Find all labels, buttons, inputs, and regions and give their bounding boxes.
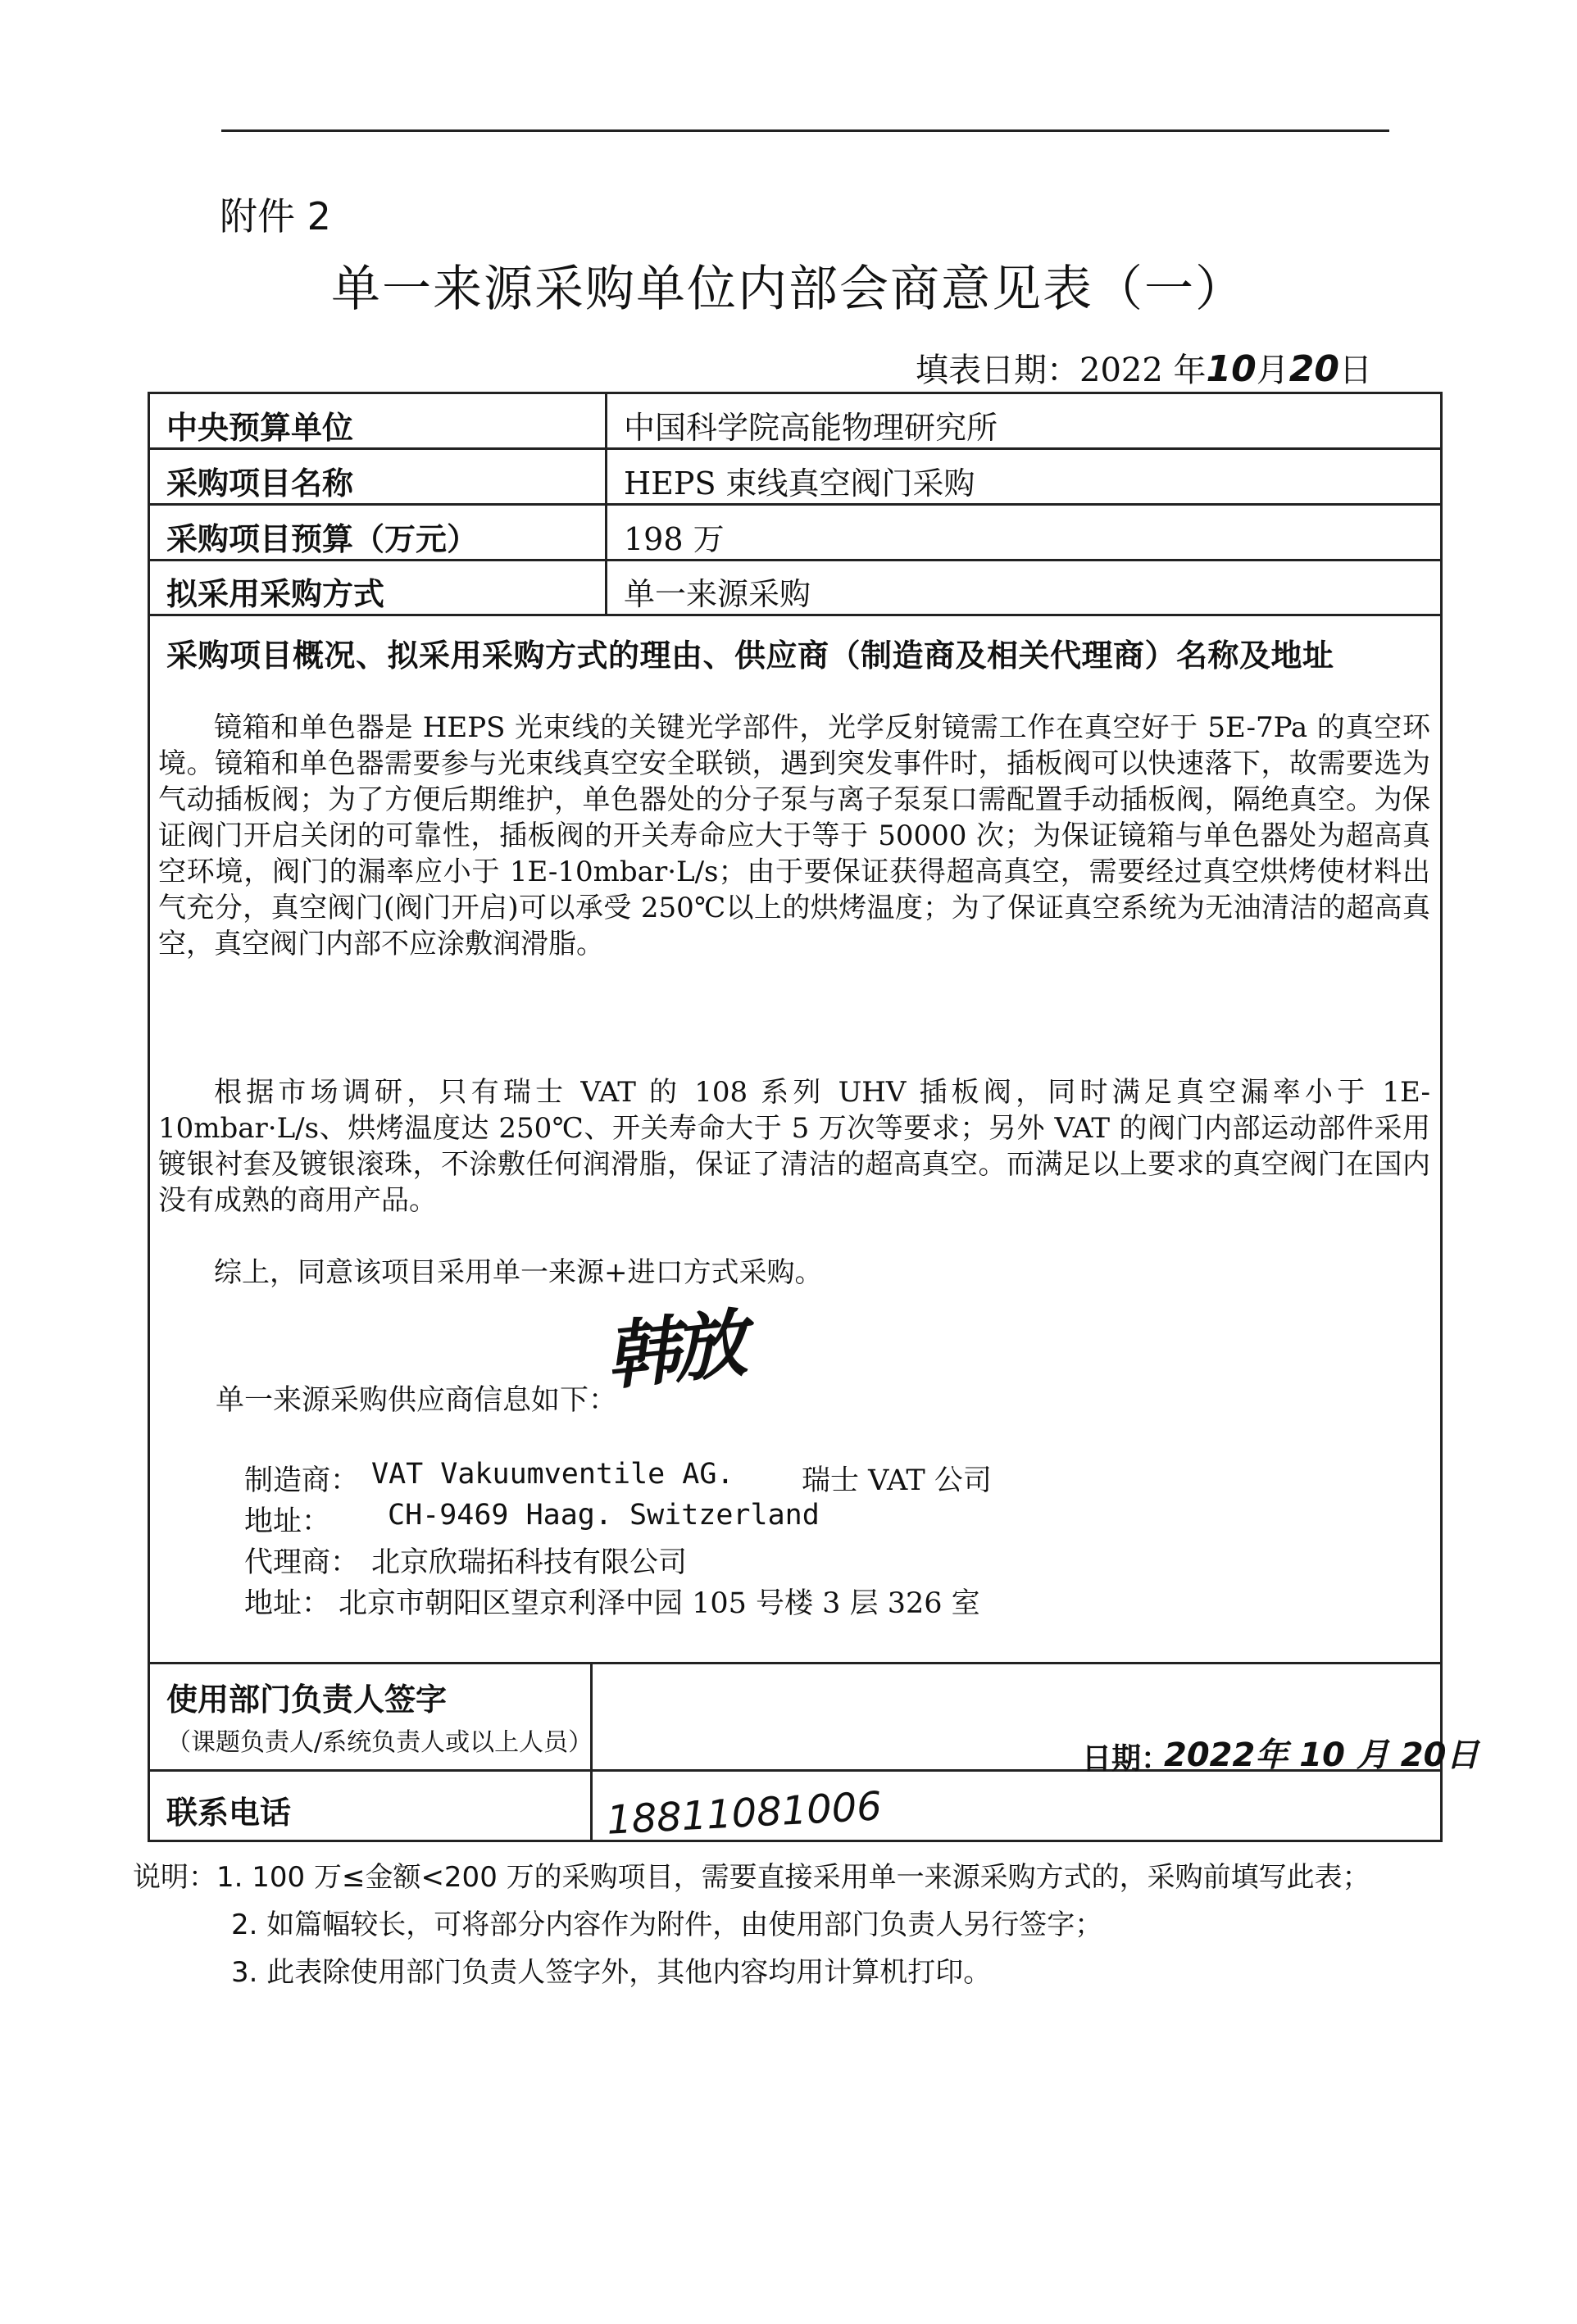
fill-date-month-unit: 月 (1256, 352, 1289, 389)
project-name-value: HEPS 束线真空阀门采购 (624, 465, 975, 502)
phone-label: 联系电话 (166, 1795, 292, 1831)
project-name-label: 采购项目名称 (166, 465, 354, 502)
agent-name: 北京欣瑞拓科技有限公司 (371, 1546, 688, 1579)
row-divider (150, 1662, 1440, 1664)
notes (133, 1854, 1370, 1996)
attachment-label: 附件 2 (220, 194, 331, 238)
signature-label: 使用部门负责人签字 (166, 1682, 448, 1718)
agent-address: 北京市朝阳区望京利泽中园 105 号楼 3 层 326 室 (339, 1587, 980, 1620)
paragraph-requirements: 镜箱和单色器是 HEPS 光束线的关键光学部件，光学反射镜需工作在真空好于 5E-7Pa 的真空环境。镜箱和单色器需要参与光束线真空安全联锁，遇到突发事件时，插板阀可以快速落下，故需要选为气动插板阀；为了方便后期维护，单色器处的分子泵与离子泵泵口需配置手动插板阀，隔绝真空。为保证阀门开启关闭的可靠性，插板阀的开关寿命应大于等于 50000 次；为保证镜箱与单色器处为超高真空环境，阀门的漏率应小于 1E-10mbar·L/s；由于要保证获得超高真空，需要经过真空烘烤使材料出气充分，真空阀门(阀门开启)可以承受 250℃以上的烘烤温度；为了保证真空系统为无油清洁的超高真空，真空阀门内部不应涂敷润滑脂。 (158, 711, 1430, 960)
consultation-form (148, 392, 1443, 1842)
manufacturer-address: CH-9469 Haag. Switzerland (388, 1499, 820, 1532)
project-budget-value: 198 万 (624, 521, 725, 557)
signature-sublabel: （课题负责人/系统负责人或以上人员） (166, 1728, 593, 1757)
fill-date-label: 填表日期：2022 年 (916, 352, 1207, 389)
manufacturer-address-label: 地址： (244, 1505, 331, 1538)
handwritten-phone: 18811081006 (605, 1783, 884, 1844)
agent-label: 代理商： (244, 1546, 360, 1579)
column-divider (605, 394, 607, 614)
manufacturer-cn: 瑞士 VAT 公司 (802, 1464, 992, 1497)
paragraph-conclusion: 综上，同意该项目采用单一来源+进口方式采购。 (214, 1256, 823, 1289)
note-3: 3. 此表除使用部门负责人签字外，其他内容均用计算机打印。 (231, 1956, 992, 1989)
budget-unit-label: 中央预算单位 (166, 410, 354, 446)
manufacturer-name: VAT Vakuumventile AG. (371, 1458, 734, 1491)
section-heading: 采购项目概况、拟采用采购方式的理由、供应商（制造商及相关代理商）名称及地址 (166, 638, 1334, 674)
fill-date-day: 20 (1288, 348, 1339, 390)
top-rule (221, 129, 1389, 132)
note-2: 2. 如篇幅较长，可将部分内容作为附件，由使用部门负责人另行签字； (231, 1909, 1103, 1941)
sign-date-label: 日期： (1082, 1742, 1171, 1776)
project-budget-label: 采购项目预算（万元） (166, 521, 479, 557)
row-divider (150, 447, 1440, 450)
row-divider (150, 614, 1440, 616)
fill-date-month: 10 (1206, 348, 1257, 390)
note-1: 说明：1. 100 万≤金额<200 万的采购项目，需要直接采用单一来源采购方式的，采购前填写此表； (133, 1861, 1370, 1894)
handwritten-signature: 韩放 (601, 1300, 744, 1401)
paragraph-market-research: 根据市场调研，只有瑞士 VAT 的 108 系列 UHV 插板阀，同时满足真空漏率小于 1E-10mbar·L/s、烘烤温度达 250℃、开关寿命大于 5 万次等要求；另外 VAT 的阀门内部运动部件采用镀银衬套及镀银滚珠，不涂敷任何润滑脂，保证了清洁的超高真空。而满足以上要求的真空阀门在国内没有成熟的商用产品。 (158, 1076, 1430, 1217)
procurement-method-label: 拟采用采购方式 (166, 576, 385, 612)
agent-address-label: 地址： (244, 1587, 331, 1620)
fill-date (916, 344, 1372, 391)
manufacturer-label: 制造商： (244, 1464, 360, 1497)
budget-unit-value: 中国科学院高能物理研究所 (624, 410, 998, 446)
row-divider (150, 559, 1440, 561)
row-divider (150, 503, 1440, 506)
document-title: 单一来源采购单位内部会商意见表（一） (331, 261, 1246, 318)
supplier-intro: 单一来源采购供应商信息如下： (216, 1384, 618, 1417)
procurement-method-value: 单一来源采购 (624, 576, 811, 612)
sign-date-value: 2022年 10 月 20日 (1164, 1736, 1479, 1774)
fill-date-day-unit: 日 (1339, 352, 1372, 389)
